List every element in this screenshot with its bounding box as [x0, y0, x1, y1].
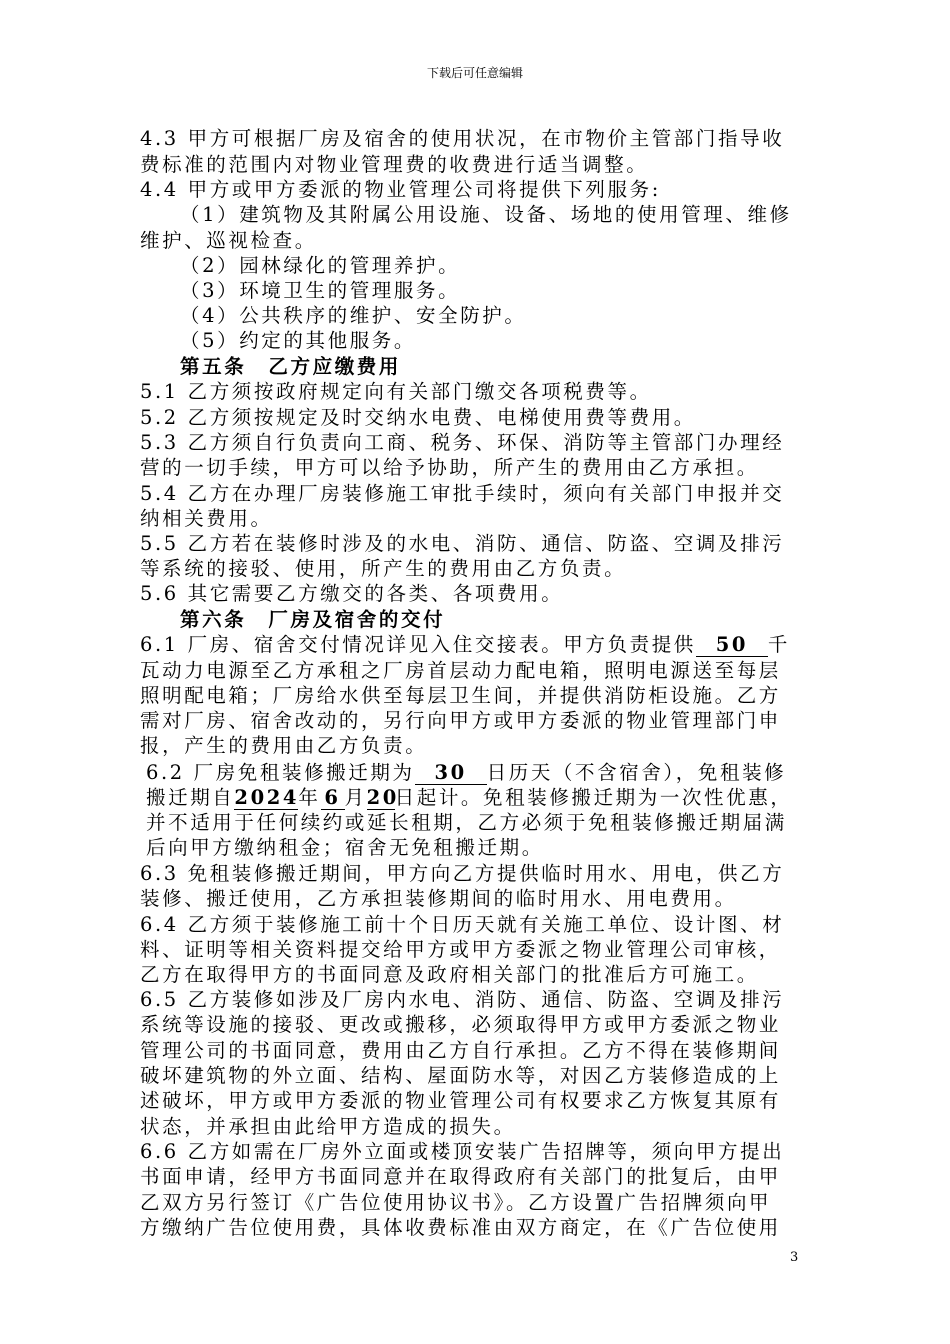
paragraph-line: 5.1 乙方须按政府规定向有关部门缴交各项税费等。: [140, 380, 652, 403]
paragraph-line: [146, 785, 826, 811]
clause-text: 日起计。免租装修搬迁期为一次性优惠，: [394, 786, 793, 809]
paragraph-line: 料、证明等相关资料提交给甲方或甲方委派之物业管理公司审核，: [140, 938, 781, 961]
paragraph-line: [146, 760, 826, 786]
paragraph-line: 装修、搬迁使用，乙方承担装修期间的临时用水、用电费用。: [140, 887, 737, 910]
paragraph-line: 营的一切手续，甲方可以给予协助，所产生的费用由乙方承担。: [140, 456, 759, 479]
power-kw-field: 50: [696, 634, 768, 657]
paragraph-line: 5.2 乙方须按规定及时交纳水电费、电梯使用费等费用。: [140, 406, 696, 429]
paragraph-line: （4）公共秩序的维护、安全防护。: [180, 304, 527, 327]
paragraph-line: 5.4 乙方在办理厂房装修施工审批手续时，须向有关部门申报并交: [140, 482, 785, 505]
paragraph-line: 纳相关费用。: [140, 507, 273, 530]
clause-text: 搬迁期自: [146, 786, 235, 809]
paragraph-line: （2）园林绿化的管理养护。: [180, 254, 461, 277]
clause-text: 千: [767, 633, 791, 656]
paragraph-line: 并不适用于任何续约或延长租期，乙方必须于免租装修搬迁期届满: [146, 811, 787, 834]
start-day-field: 20: [366, 786, 399, 809]
clause-text: 6.2 厂房免租装修搬迁期为: [146, 761, 415, 784]
start-month-field: 6: [321, 787, 345, 810]
paragraph-line: 方缴纳广告位使用费，具体收费标准由双方商定，在《广告位使用: [140, 1216, 781, 1239]
paragraph-line: 乙双方另行签订《广告位使用协议书》。乙方设置广告招牌须向甲: [140, 1191, 772, 1214]
paragraph-line: 述破坏，甲方或甲方委派的物业管理公司有权要求乙方恢复其原有: [140, 1089, 781, 1112]
paragraph-line: 维护、巡视检查。: [140, 229, 317, 252]
paragraph-line: （1）建筑物及其附属公用设施、设备、场地的使用管理、维修: [180, 203, 792, 226]
clause-text: 日历天（不含宿舍），免租装修: [486, 761, 787, 784]
start-year-field: 2024: [234, 786, 300, 809]
paragraph-line: 6.6 乙方如需在厂房外立面或楼顶安装广告招牌等，须向甲方提出: [140, 1140, 785, 1163]
paragraph-line: [140, 632, 820, 658]
paragraph-line: 费标准的范围内对物业管理费的收费进行适当调整。: [140, 153, 649, 176]
section-heading: 第五条 乙方应缴费用: [180, 355, 402, 378]
clause-text: 6.1 厂房、宿舍交付情况详见入住交接表。甲方负责提供: [140, 633, 696, 656]
paragraph-line: 6.4 乙方须于装修施工前十个日历天就有关施工单位、设计图、材: [140, 913, 785, 936]
paragraph-line: 5.3 乙方须自行负责向工商、税务、环保、消防等主管部门办理经: [140, 431, 785, 454]
paragraph-line: 照明配电箱；厂房给水供至每层卫生间，并提供消防柜设施。乙方: [140, 684, 781, 707]
paragraph-line: 状态，并承担由此给甲方造成的损失。: [140, 1115, 516, 1138]
paragraph-line: 瓦动力电源至乙方承租之厂房首层动力配电箱，照明电源送至每层: [140, 659, 781, 682]
paragraph-line: 等系统的接驳、使用，所产生的费用由乙方负责。: [140, 557, 627, 580]
section-heading: 第六条 厂房及宿舍的交付: [180, 608, 446, 631]
paragraph-line: 书面申请，经甲方书面同意并在取得政府有关部门的批复后，由甲: [140, 1165, 781, 1188]
paragraph-line: 4.4 甲方或甲方委派的物业管理公司将提供下列服务:: [140, 178, 661, 201]
rent-free-days-field: 30: [415, 762, 487, 785]
paragraph-line: 需对厂房、宿舍改动的，另行向甲方或甲方委派的物业管理部门申: [140, 709, 781, 732]
paragraph-line: 4.3 甲方可根据厂房及宿舍的使用状况，在市物价主管部门指导收: [140, 127, 785, 150]
paragraph-line: （5）约定的其他服务。: [180, 329, 417, 352]
paragraph-line: 后向甲方缴纳租金；宿舍无免租搬迁期。: [146, 836, 544, 859]
paragraph-line: 破坏建筑物的外立面、结构、屋面防水等，对因乙方装修造成的上: [140, 1064, 781, 1087]
paragraph-line: 6.5 乙方装修如涉及厂房内水电、消防、通信、防盗、空调及排污: [140, 988, 785, 1011]
clause-text: 年: [298, 786, 321, 809]
page-number: 3: [790, 1250, 799, 1265]
paragraph-line: 5.6 其它需要乙方缴交的各类、各项费用。: [140, 582, 564, 605]
paragraph-line: 管理公司的书面同意，费用由乙方自行承担。乙方不得在装修期间: [140, 1039, 781, 1062]
paragraph-line: （3）环境卫生的管理服务。: [180, 279, 461, 302]
paragraph-line: 乙方在取得甲方的书面同意及政府相关部门的批准后方可施工。: [140, 963, 759, 986]
clause-text: 月: [344, 786, 367, 809]
paragraph-line: 系统等设施的接驳、更改或搬移，必须取得甲方或甲方委派之物业: [140, 1013, 781, 1036]
page-header: 下载后可任意编辑: [426, 66, 523, 80]
paragraph-line: 报，产生的费用由乙方负责。: [140, 734, 428, 757]
paragraph-line: 6.3 免租装修搬迁期间，甲方向乙方提供临时用水、用电，供乙方: [140, 862, 785, 885]
paragraph-line: 5.5 乙方若在装修时涉及的水电、消防、通信、防盗、空调及排污: [140, 532, 785, 555]
